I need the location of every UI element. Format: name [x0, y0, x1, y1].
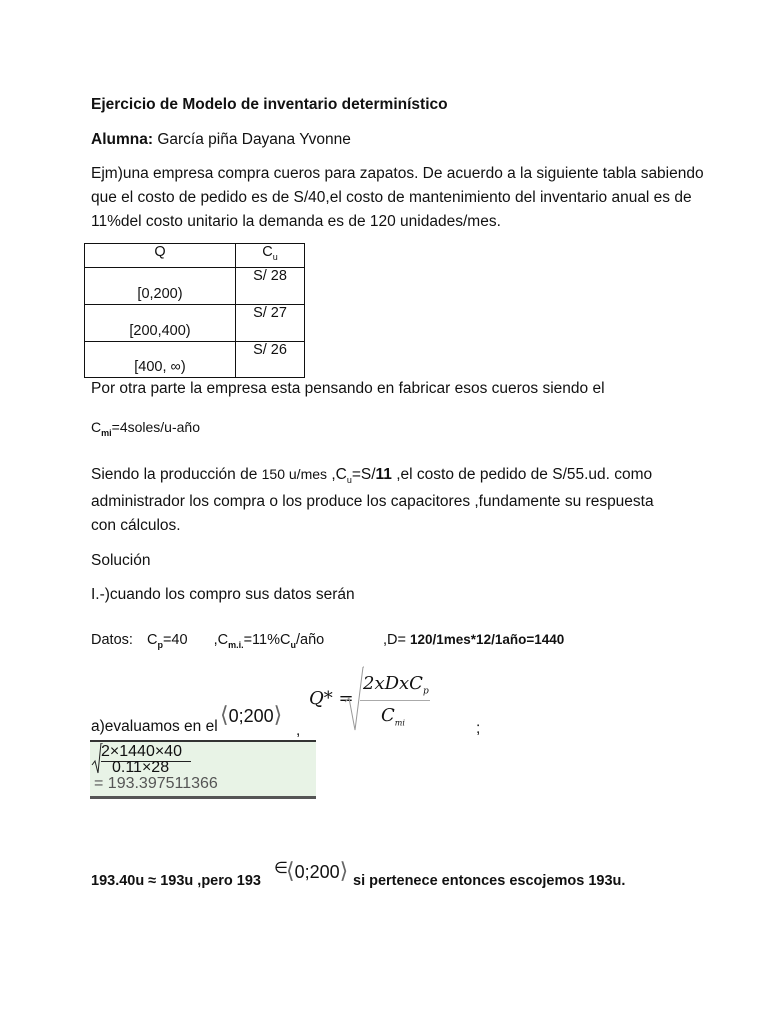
sqrt-sign: [344, 666, 364, 732]
solution-heading: Solución: [91, 552, 151, 569]
eval-semicolon: ;: [476, 720, 481, 737]
table-row: [85, 268, 305, 305]
eoq-lhs: Q* =: [309, 688, 354, 709]
production-line-1: Siendo la producción de 150 u/mes $,C_u=S/11$ ,el costo de pedido de S/55.ud. como: [91, 466, 653, 486]
problem-intro: Ejm)una empresa compra cueros para zapatos. De acuerdo a la siguiente tabla sabiendo que el costo de pedido es de S/40,el costo de mantenimiento del inventario anual es de 11%del costo unitario la demanda es de 120 unidades/mes.: [91, 165, 704, 230]
table-cell-q: [200,400): [85, 305, 236, 342]
demand-value: ,D= 120/1mes*12/1año=1440: [383, 632, 565, 648]
table-cell-q: [400, ∞): [85, 342, 236, 378]
calc-numerator: 2×1440×40: [101, 743, 182, 760]
table-cell-cu: S/ 27: [236, 305, 305, 342]
eval-label: a)evaluamos en el: [91, 718, 218, 735]
table-row: [85, 342, 305, 378]
production-line-3: con cálculos.: [91, 517, 181, 534]
eoq-fraction-bar: [360, 700, 430, 701]
production-line-2: administrador los compra o los produce los capacitores ,fundamente su respuesta: [91, 493, 654, 510]
conclusion-approx: 193.40u ≈ 193u ,pero 193: [91, 873, 261, 889]
table-row: [85, 305, 305, 342]
calculator-result-box: [90, 740, 316, 799]
eoq-numerator: 2xDxC$_p$: [363, 673, 429, 697]
document-title: Ejercicio de Modelo de inventario determinístico: [91, 96, 448, 113]
other-part-text: Por otra parte la empresa esta pensando en fabricar esos cueros siendo el: [91, 380, 605, 397]
element-of-symbol: ∈: [274, 860, 288, 877]
calc-denominator: 0.11×28: [112, 759, 170, 776]
price-table: [84, 243, 305, 378]
table-header-q: Q: [85, 244, 236, 268]
calc-result: = 193.397511366: [94, 775, 218, 792]
eoq-denominator: $C_{mi}$: [381, 705, 405, 728]
table-cell-q: [0,200): [85, 268, 236, 305]
datos-label: Datos:: [91, 632, 133, 648]
conclusion-rest: si pertenece entonces escojemos 193u.: [353, 873, 626, 889]
table-cell-cu: S/ 26: [236, 342, 305, 378]
datos-line: [91, 632, 324, 650]
solution-step-1: I.-)cuando los compro sus datos serán: [91, 586, 355, 603]
student-name: García piña Dayana Yvonne: [157, 131, 351, 148]
cp-value: $C_p=40$: [146, 632, 188, 650]
cmi-value: $,C_{m.i.}=11\%C_u$/año: [213, 632, 325, 650]
student-line: [91, 131, 351, 149]
conclusion-interval: ⟨0;200⟩: [286, 858, 349, 883]
interval-0-200: ⟨0;200⟩: [220, 702, 283, 727]
cmi-line: $C_{mi}=4soles/u$-año: [91, 419, 200, 438]
table-header-cu: $C_u$: [236, 244, 305, 268]
table-cell-cu: S/ 28: [236, 268, 305, 305]
eval-comma: ,: [296, 722, 301, 739]
student-label: Alumna:: [91, 131, 153, 148]
